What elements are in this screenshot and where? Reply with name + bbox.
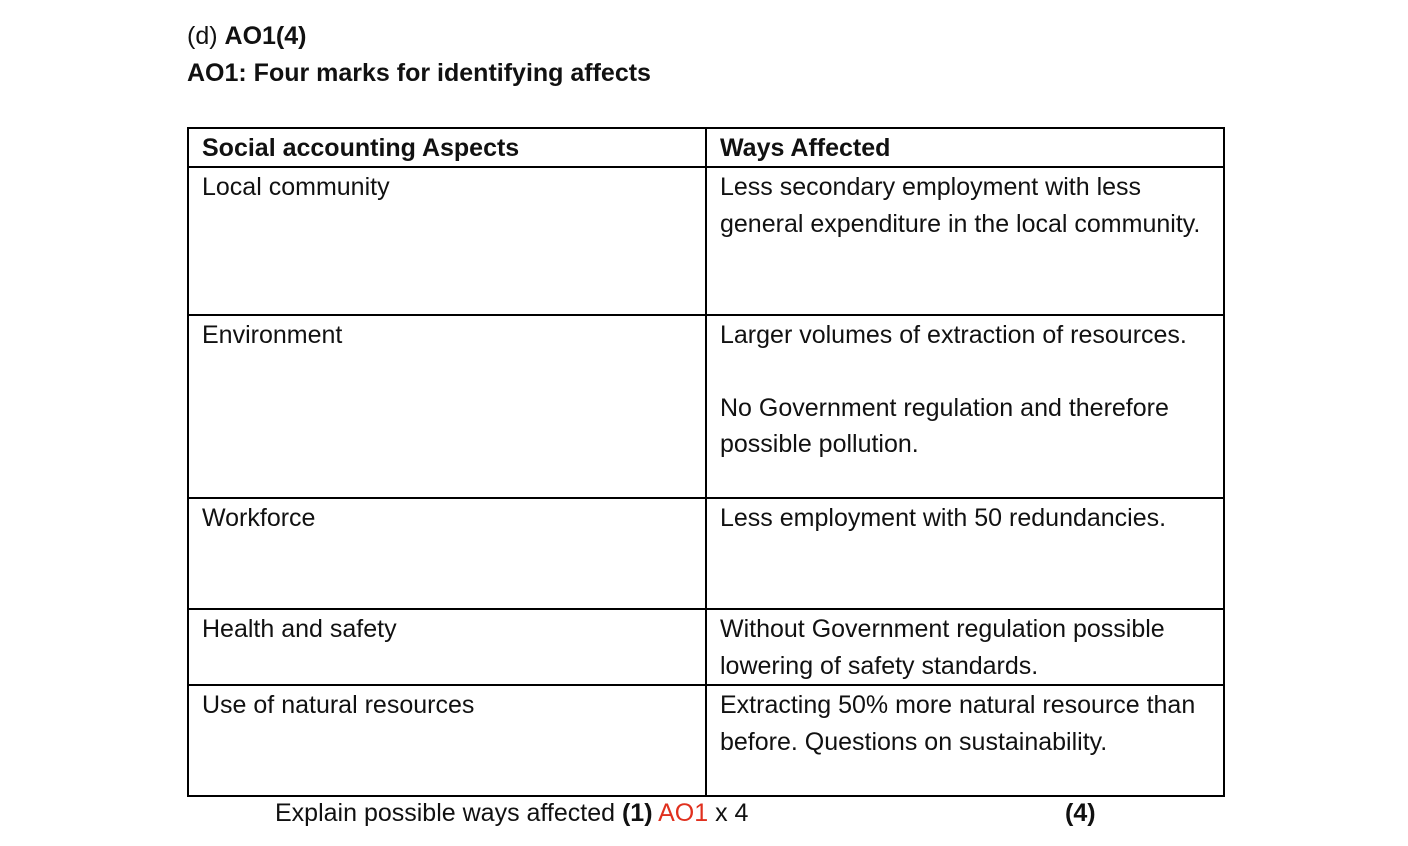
table-row bbox=[188, 609, 1224, 685]
table-row bbox=[188, 315, 1224, 498]
mark-scheme-table bbox=[187, 127, 1225, 797]
mark-scheme-subheading: AO1: Four marks for identifying affects bbox=[187, 59, 651, 87]
aspect-cell: Health and safety bbox=[188, 609, 706, 685]
table-row bbox=[188, 498, 1224, 609]
effect-text: Without Government regulation possible lowering of safety standards. bbox=[720, 615, 1165, 680]
effect-text: Extracting 50% more natural resource than before. Questions on sustainability. bbox=[720, 691, 1196, 756]
aspect-cell: Local community bbox=[188, 167, 706, 315]
question-heading bbox=[187, 21, 306, 51]
effect-cell bbox=[706, 498, 1224, 609]
column-header-ways-affected: Ways Affected bbox=[706, 128, 1224, 167]
column-header-aspects: Social accounting Aspects bbox=[188, 128, 706, 167]
effect-cell bbox=[706, 609, 1224, 685]
effect-text: No Government regulation and therefore possible pollution. bbox=[720, 393, 1169, 458]
footer-mark: (1) bbox=[621, 799, 653, 827]
effect-text: Larger volumes of extraction of resources. bbox=[720, 321, 1187, 349]
footer-instruction: Explain possible ways affected bbox=[275, 799, 616, 827]
question-label: (d) bbox=[187, 22, 218, 50]
effect-text: Less secondary employment with less general expenditure in the local community. bbox=[720, 173, 1201, 238]
mark-allocation-footer bbox=[0, 795, 1408, 831]
footer-total-marks: (4) bbox=[1065, 799, 1096, 827]
effect-cell bbox=[706, 167, 1224, 315]
mark-allocation-text bbox=[275, 795, 748, 831]
aspect-cell: Environment bbox=[188, 315, 706, 498]
question-code: AO1(4) bbox=[224, 22, 307, 50]
footer-ao-code: AO1 bbox=[658, 799, 709, 827]
table-row bbox=[188, 685, 1224, 796]
effect-cell bbox=[706, 315, 1224, 498]
aspect-cell: Workforce bbox=[188, 498, 706, 609]
effect-text: Less employment with 50 redundancies. bbox=[720, 504, 1167, 532]
effect-cell bbox=[706, 685, 1224, 796]
table-header-row bbox=[188, 128, 1224, 167]
table-row bbox=[188, 167, 1224, 315]
footer-multiplier: x 4 bbox=[715, 799, 749, 827]
aspect-cell: Use of natural resources bbox=[188, 685, 706, 796]
